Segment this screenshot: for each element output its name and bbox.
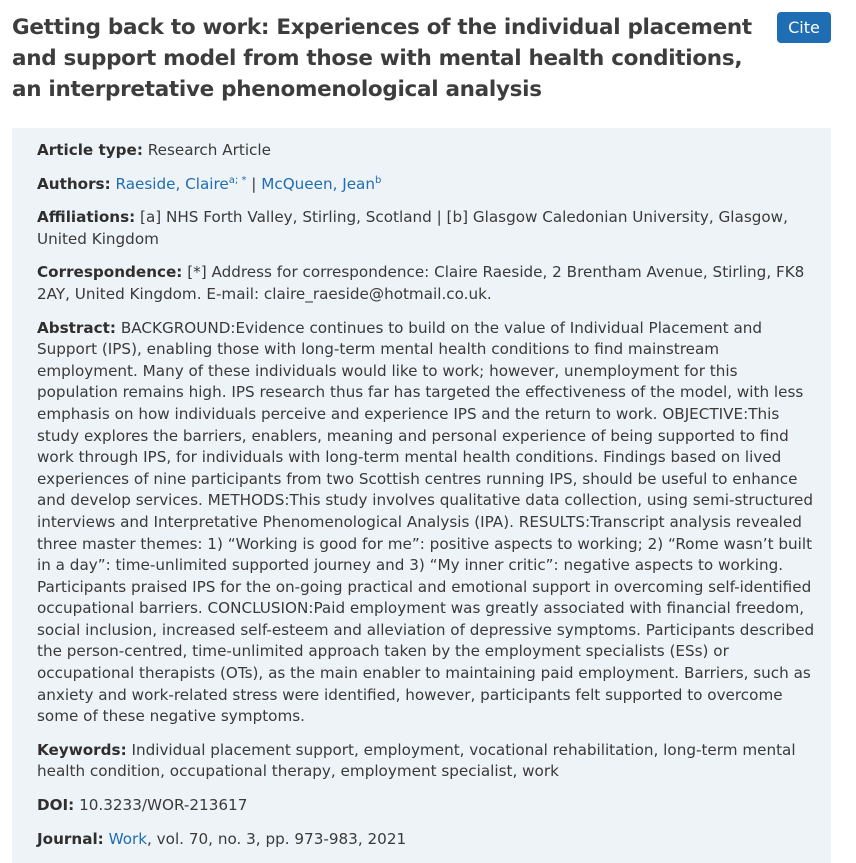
author-name: McQueen, Jean [261,174,375,193]
cite-button[interactable]: Cite [777,12,831,43]
journal-details: , vol. 70, no. 3, pp. 973-983, 2021 [147,829,407,848]
doi-field [37,795,817,817]
article-type-label: Article type: [37,141,143,159]
abstract-field [37,318,817,728]
keywords-value: Individual placement support, employment, vocational rehabilitation, long-term mental health condition, occupational therapy, employment specialist, work [37,740,796,781]
authors-label: Authors: [37,174,111,193]
doi-value[interactable]: 10.3233/WOR-213617 [79,796,248,815]
author-affiliation-marker: b [375,174,382,186]
journal-link[interactable]: Work [108,829,148,848]
article-metadata-panel [12,128,831,863]
correspondence-field [37,262,817,305]
affiliations-field [37,207,817,250]
correspondence-label: Correspondence: [37,263,183,282]
correspondence-value: [*] Address for correspondence: Claire Raeside, 2 Brentham Avenue, Stirling, FK8 2AY, United Kingdom. E-mail: claire_raeside@hotmail.co.uk. [37,263,805,303]
article-title: Getting back to work: Experiences of the individual placement and support model from those with mental health conditions, an interpretative phenomenological analysis [12,15,752,102]
affiliations-value: [a] NHS Forth Valley, Stirling, Scotland | [b] Glasgow Caledonian University, Glasgow, United Kingdom [37,208,788,248]
doi-label: DOI: [37,796,75,815]
affiliations-label: Affiliations: [37,208,136,227]
keywords-field [37,740,817,783]
article-type-field [37,140,817,162]
article-type-value: Research Article [147,141,271,159]
author-affiliation-marker: a; * [228,174,247,186]
abstract-label: Abstract: [37,318,117,337]
keywords-label: Keywords: [37,740,127,759]
authors-field [37,174,817,196]
journal-label: Journal: [37,829,104,848]
journal-field [37,829,817,851]
author-name: Raeside, Claire [115,174,229,193]
author-link-mcqueen[interactable] [261,175,381,193]
author-link-raeside[interactable] [116,175,247,193]
abstract-value: BACKGROUND:Evidence continues to build on the value of Individual Placement and Support (IPS), enabling those with long-term mental health conditions to find mainstream employment. Many of these individuals would like to work; however, unemployment for this population remains high. IPS research thus far has targeted the effectiveness of the model, with less emphasis on how individuals perceive and experience IPS and the return to work. OBJECTIVE:This study explores the barriers, enablers, meaning and personal experience of being supported to find work through IPS, for individuals with long-term mental health conditions. Findings based on lived experiences of nine participants from two Scottish centres running IPS, should be useful to enhance and develop services. METHODS:This study involves qualitative data collection, using semi-structured interviews and Interpretative Phenomenological Analysis (IPA). RESULTS:Transcript analysis revealed three master themes: 1) “Working is good for me”: positive aspects to working; 2) “Rome wasn’t built in a day”: time-unlimited supported journey and 3) “My inner critic”: negative aspects to working. Participants praised IPS for the on-going practical and emotional support in overcoming self-identified occupational barriers. CONCLUSION:Paid employment was greatly associated with financial freedom, social inclusion, increased self-esteem and alleviation of depressive symptoms. Participants described the person-centred, time-unlimited approach taken by the employment specialists (ESs) or occupational therapists (OTs), as the main enabler to maintaining paid employment. Barriers, such as anxiety and work-related stress were identified, however, participants felt supported to overcome some of these negative symptoms. [37,318,815,726]
authors-separator: | [251,174,257,193]
